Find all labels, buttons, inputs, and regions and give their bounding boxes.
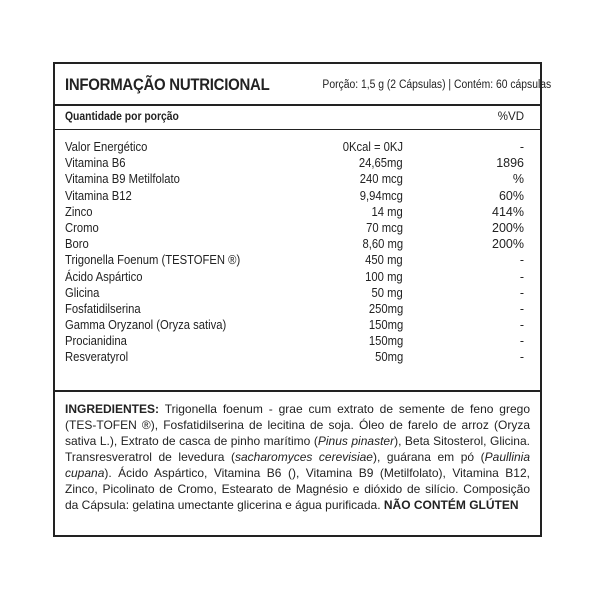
nutrient-name: Cromo [65,220,99,235]
nutrient-row [65,318,530,334]
ingredients-part: Trigonella foenum - grae cum extrato de semente de feno grego (TES-TOFEN ®), Fosfatidilserina de lecitina de soja. Óleo de farelo de arroz (Oryza sativa L.), Extrato de casca de pinho marítimo ( [65,402,530,448]
nutrient-amount: 14 mg [371,204,403,219]
nutrient-amount: 8,60 mg [362,237,403,252]
quantity-header: Quantidade por porção [65,111,179,123]
nutrient-row [65,237,530,253]
nutrient-name: Boro [65,237,89,252]
nutrient-row [65,286,530,302]
nutrient-name: Trigonella Foenum (TESTOFEN ®) [65,253,241,268]
nutrient-dv: 414% [492,204,524,219]
ingredients-italic: Pinus pinaster [317,434,395,448]
nutrient-row [65,221,530,237]
nutrient-name: Zinco [65,204,93,219]
nutrient-amount: 250mg [368,301,403,316]
nutrient-name: Resveratyrol [65,350,129,365]
ingredients-divider [55,390,540,392]
nutrient-row [65,334,530,350]
nutrient-dv: 200% [492,237,524,252]
nutrient-dv: 200% [492,220,524,235]
nutrient-row [65,350,530,366]
nutrient-amount: 240 mcg [359,172,403,187]
ingredients-part: ), Beta Sitosterol, Glicina. Transresveratrol de levedura ( [65,434,530,464]
nutrient-row [65,140,530,156]
dv-header: %VD [497,111,524,123]
nutrient-name: Valor Energético [65,140,148,154]
nutrient-amount: 50mg [374,350,403,365]
ingredients-italic: Paullinia cupana [65,450,531,480]
nutrient-dv: - [519,140,524,154]
nutrient-amount: 0Kcal = 0KJ [342,140,403,154]
nutrient-dv: % [512,172,524,187]
nutrient-row [65,205,530,221]
nutrient-name: Ácido Aspártico [65,269,143,284]
label-title: INFORMAÇÃO NUTRICIONAL [65,75,270,94]
nutrient-amount: 100 mg [365,269,403,284]
nutrient-dv: 1896 [496,156,524,171]
nutrient-dv: - [519,253,524,268]
nutrient-row [65,156,530,172]
label-header [65,70,552,100]
nutrient-row [65,172,530,188]
nutrient-name: Gamma Oryzanol (Oryza sativa) [65,318,227,333]
nutrient-amount: 150mg [368,318,403,333]
nutrient-row [65,253,530,269]
nutrient-dv: - [519,350,524,365]
nutrient-dv: - [519,269,524,284]
ingredients-part: ). Ácido Aspártico, Vitamina B6 (), Vitamina B9 (Metilfolato), Vitamina B12, Zinco, Picolinato de Cromo, Estearato de Magnésio e dióxido de silício. Composição da Cápsula: gelatina umectante glicerina e água purificada. [65,466,530,512]
nutrient-name: Glicina [65,285,100,300]
nutrition-facts-panel [53,62,552,537]
nutrient-name: Fosfatidilserina [65,301,141,316]
nutrient-amount: 24,65mg [359,156,403,171]
portion-info: Porção: 1,5 g (2 Cápsulas) | Contém: 60 cápsulas [322,79,552,91]
nutrient-table [65,140,530,367]
nutrient-row [65,302,530,318]
nutrient-amount: 70 mcg [366,220,403,235]
ingredients-italic: sacharomyces cerevisiae [235,450,373,464]
column-header-row [65,109,530,125]
header-divider [55,104,540,106]
ingredients-label: INGREDIENTES: [65,402,160,416]
ingredients-text [65,401,530,513]
ingredients-part: ), guárana em pó ( [372,450,485,464]
nutrient-amount: 9,94mcg [359,188,403,203]
nutrient-row [65,189,530,205]
nutrient-dv: - [519,318,524,333]
nutrient-dv: - [519,285,524,300]
nutrient-amount: 50 mg [371,285,403,300]
column-header-divider [55,129,540,130]
nutrient-dv: - [519,301,524,316]
nutrient-amount: 450 mg [365,253,403,268]
nutrient-dv: - [519,334,524,349]
gluten-warning: NÃO CONTÉM GLÚTEN [383,498,519,512]
nutrient-dv: 60% [498,188,524,203]
nutrient-name: Procianidina [65,334,127,349]
nutrient-name: Vitamina B12 [65,188,132,203]
nutrient-name: Vitamina B6 [65,156,126,171]
nutrient-amount: 150mg [368,334,403,349]
nutrient-row [65,270,530,286]
nutrient-name: Vitamina B9 Metilfolato [65,172,180,187]
